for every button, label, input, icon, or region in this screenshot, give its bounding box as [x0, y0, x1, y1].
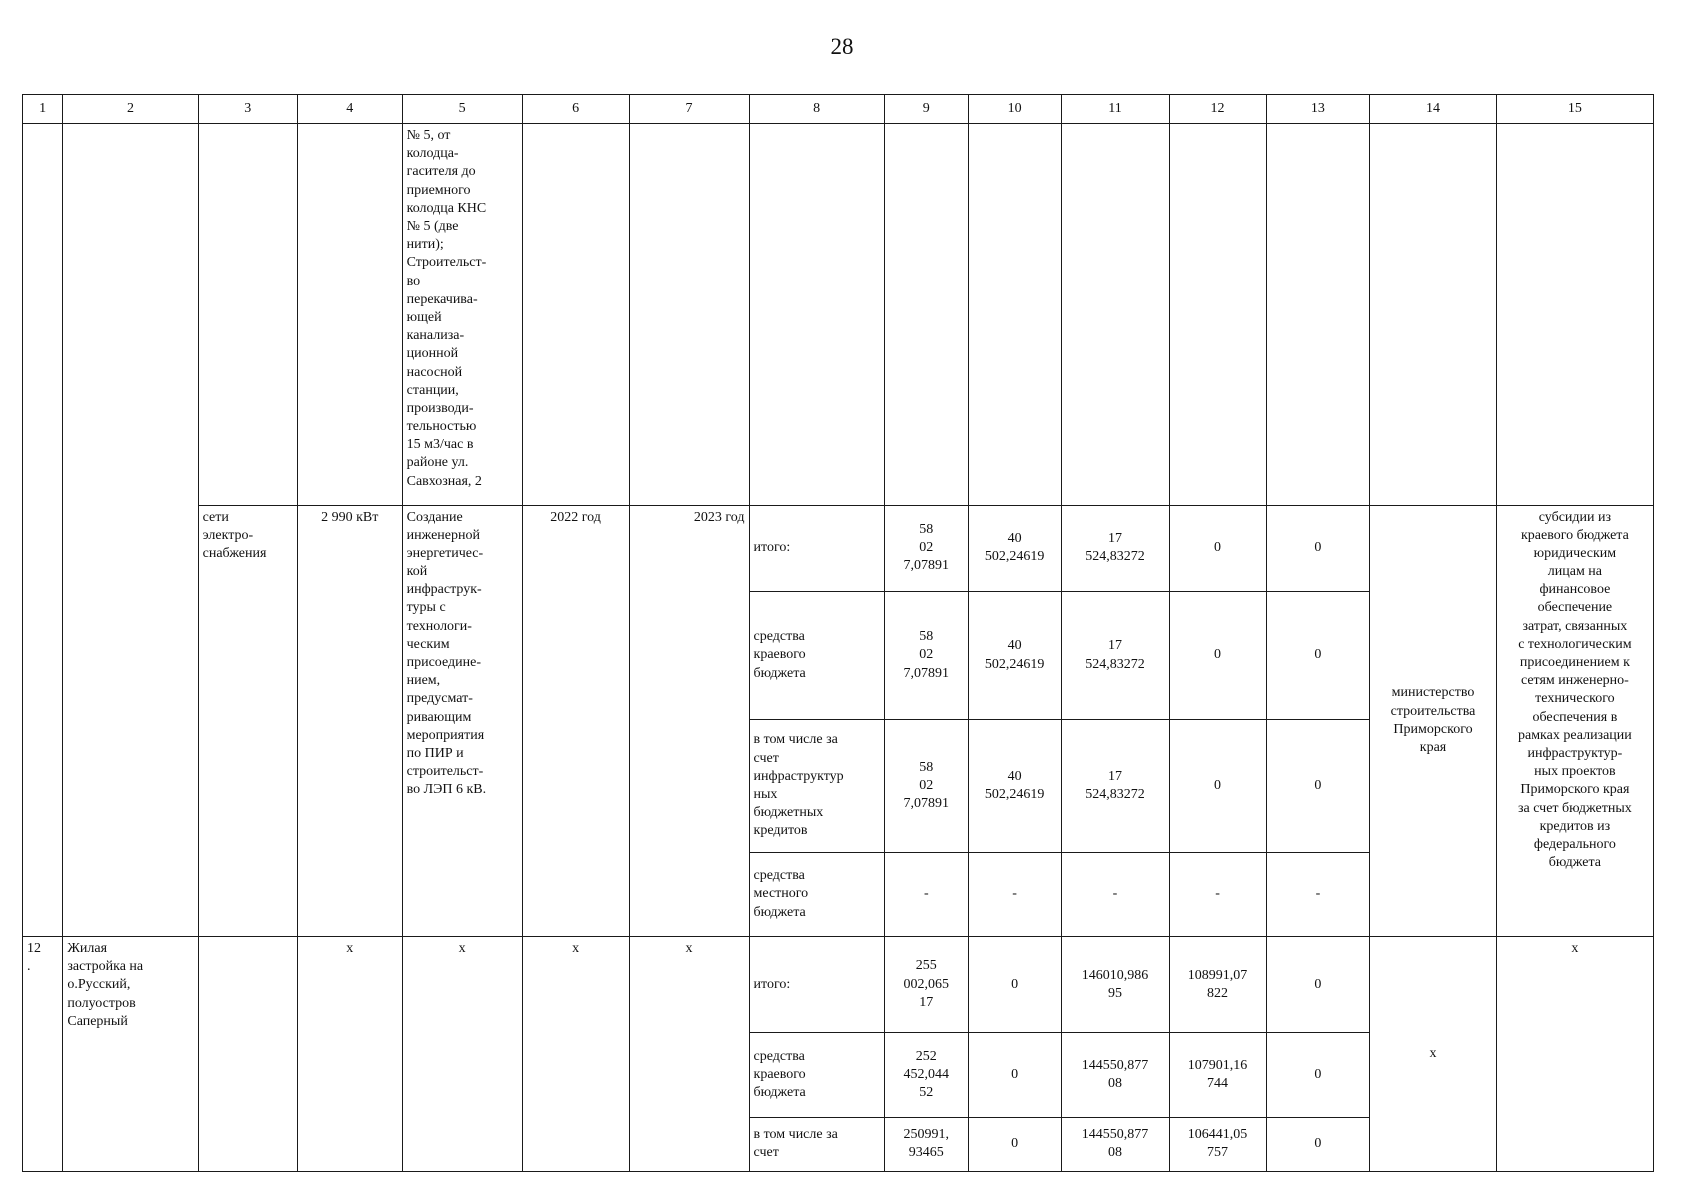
- amount-2025: 0: [1266, 591, 1370, 719]
- funding-source: средства краевого бюджета: [749, 591, 884, 719]
- object-name: Жилая застройка на о.Русский, полуостров Саперный: [63, 937, 198, 1172]
- header-cell: 6: [522, 95, 629, 124]
- object-description: х: [402, 937, 522, 1172]
- start-year: 2022 год: [522, 505, 629, 937]
- amount-2022: 0: [968, 1033, 1061, 1117]
- funding-purpose: субсидии из краевого бюджета юридическим лицам на финансовое обеспечение затрат, связанных с технологическим присоединением к сетям инженерно- технического обеспечения в рамках реализации инфраструктур- ных проектов Приморского края за счет бюджетных кредитов из федерального бюджета: [1496, 505, 1653, 937]
- table-cell: [63, 124, 198, 937]
- amount-2024: 0: [1169, 591, 1266, 719]
- capacity: х: [297, 937, 402, 1172]
- amount-2023: 17 524,83272: [1061, 505, 1169, 591]
- amount-2025: 0: [1266, 505, 1370, 591]
- header-cell: 11: [1061, 95, 1169, 124]
- amount-2022: 0: [968, 937, 1061, 1033]
- funding-source: в том числе за счет инфраструктур ных бюджетных кредитов: [749, 720, 884, 852]
- budget-table: [22, 94, 1654, 1172]
- amount-2024: 0: [1169, 505, 1266, 591]
- table-row: [23, 124, 1654, 505]
- header-cell: 5: [402, 95, 522, 124]
- object-type: сети электро- снабжения: [198, 505, 297, 937]
- header-cell: 8: [749, 95, 884, 124]
- header-cell: 9: [884, 95, 968, 124]
- amount-2024: 106441,05 757: [1169, 1117, 1266, 1171]
- amount-2023: 17 524,83272: [1061, 720, 1169, 852]
- end-year: 2023 год: [629, 505, 749, 937]
- table-cell: [522, 124, 629, 505]
- table-cell: [297, 124, 402, 505]
- amount-2022: 40 502,24619: [968, 505, 1061, 591]
- table-row: [23, 937, 1654, 1033]
- table-cell: [1169, 124, 1266, 505]
- amount-2024: 108991,07 822: [1169, 937, 1266, 1033]
- funding-source: в том числе за счет: [749, 1117, 884, 1171]
- header-cell: 10: [968, 95, 1061, 124]
- amount-2025: 0: [1266, 1117, 1370, 1171]
- amount-total: 58 02 7,07891: [884, 591, 968, 719]
- table-row: [23, 505, 1654, 591]
- row-number: 12 .: [23, 937, 63, 1172]
- start-year: х: [522, 937, 629, 1172]
- funding-source: средства местного бюджета: [749, 852, 884, 936]
- amount-total: 255 002,065 17: [884, 937, 968, 1033]
- header-row: [23, 95, 1654, 124]
- amount-total: 252 452,044 52: [884, 1033, 968, 1117]
- amount-2025: -: [1266, 852, 1370, 936]
- amount-total: -: [884, 852, 968, 936]
- amount-2022: -: [968, 852, 1061, 936]
- amount-2023: -: [1061, 852, 1169, 936]
- header-cell: 7: [629, 95, 749, 124]
- table-cell: [1370, 124, 1497, 505]
- funding-source: средства краевого бюджета: [749, 1033, 884, 1117]
- amount-2023: 144550,877 08: [1061, 1033, 1169, 1117]
- page-number: 28: [830, 34, 854, 59]
- amount-2022: 40 502,24619: [968, 591, 1061, 719]
- header-cell: 3: [198, 95, 297, 124]
- amount-2024: 0: [1169, 720, 1266, 852]
- amount-2025: 0: [1266, 720, 1370, 852]
- amount-total: 250991, 93465: [884, 1117, 968, 1171]
- continuation-description: № 5, от колодца- гасителя до приемного колодца КНС № 5 (две нити); Строительст- во перекачива- ющей канализа- ционной насосной станции, производи- тельностью 15 м3/час в районе ул. Савхозная, 2: [402, 124, 522, 505]
- table-cell: [1496, 124, 1653, 505]
- funding-source: итого:: [749, 937, 884, 1033]
- object-description: Создание инженерной энергетичес- кой инфраструк- туры с технологи- ческим присоедине- нием, предусмат- ривающим мероприятия по ПИР и строительст- во ЛЭП 6 кВ.: [402, 505, 522, 937]
- amount-2022: 0: [968, 1117, 1061, 1171]
- amount-total: 58 02 7,07891: [884, 505, 968, 591]
- capacity: 2 990 кВт: [297, 505, 402, 937]
- header-cell: 1: [23, 95, 63, 124]
- table-cell: [198, 937, 297, 1172]
- amount-2023: 17 524,83272: [1061, 591, 1169, 719]
- table-cell: [968, 124, 1061, 505]
- table-cell: [749, 124, 884, 505]
- amount-2025: 0: [1266, 937, 1370, 1033]
- table-cell: [629, 124, 749, 505]
- amount-2024: -: [1169, 852, 1266, 936]
- responsible-body: х: [1370, 937, 1497, 1172]
- amount-2023: 144550,877 08: [1061, 1117, 1169, 1171]
- table-cell: [23, 124, 63, 937]
- table-cell: [198, 124, 297, 505]
- amount-2022: 40 502,24619: [968, 720, 1061, 852]
- header-cell: 2: [63, 95, 198, 124]
- end-year: х: [629, 937, 749, 1172]
- responsible-body: министерство строительства Приморского края: [1370, 505, 1497, 937]
- header-cell: 15: [1496, 95, 1653, 124]
- table-cell: [884, 124, 968, 505]
- table-cell: [1266, 124, 1370, 505]
- header-cell: 13: [1266, 95, 1370, 124]
- amount-2023: 146010,986 95: [1061, 937, 1169, 1033]
- amount-2024: 107901,16 744: [1169, 1033, 1266, 1117]
- funding-purpose: х: [1496, 937, 1653, 1172]
- header-cell: 14: [1370, 95, 1497, 124]
- amount-2025: 0: [1266, 1033, 1370, 1117]
- table-cell: [1061, 124, 1169, 505]
- header-cell: 12: [1169, 95, 1266, 124]
- funding-source: итого:: [749, 505, 884, 591]
- amount-total: 58 02 7,07891: [884, 720, 968, 852]
- header-cell: 4: [297, 95, 402, 124]
